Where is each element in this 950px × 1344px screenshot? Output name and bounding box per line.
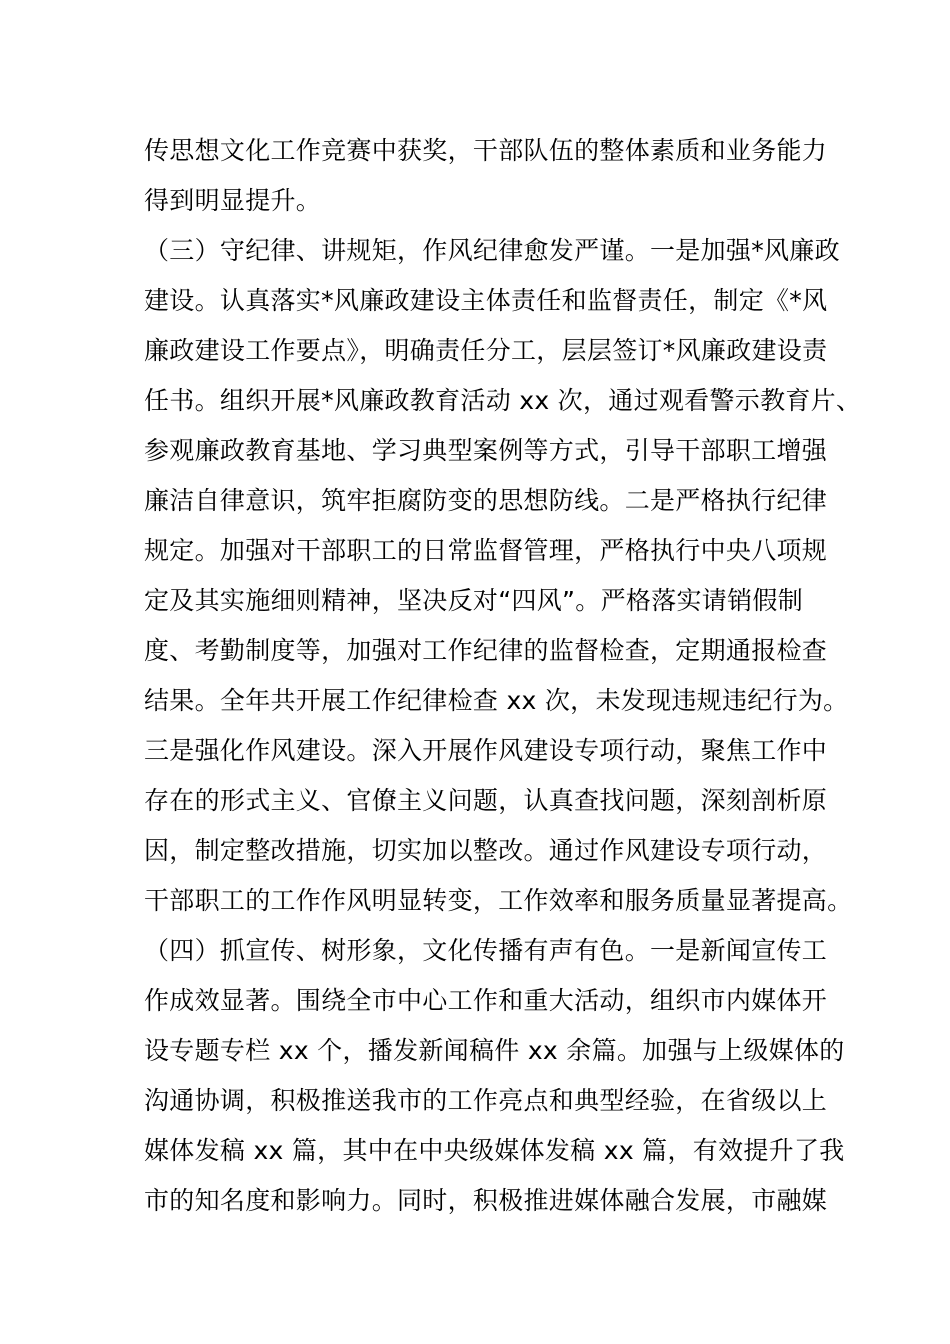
text-line: 廉政建设工作要点》，明确责任分工，层层签订*风廉政建设责 (144, 336, 828, 365)
text-line: 定及其实施细则精神，坚决反对“四风”。严格落实请销假制 (144, 586, 804, 615)
text-line: （三）守纪律、讲规矩，作风纪律愈发严谨。一是加强*风廉政 (144, 236, 840, 265)
text-line: 结果。全年共开展工作纪律检查 xx 次，未发现违规违纪行为。 (144, 686, 849, 715)
text-line: 因，制定整改措施，切实加以整改。通过作风建设专项行动， (144, 836, 828, 865)
text-line: 廉洁自律意识，筑牢拒腐防变的思想防线。二是严格执行纪律 (144, 486, 828, 515)
text-line: 三是强化作风建设。深入开展作风建设专项行动，聚焦工作中 (144, 736, 828, 765)
text-line: 媒体发稿 xx 篇，其中在中央级媒体发稿 xx 篇，有效提升了我 (144, 1136, 845, 1165)
text-line: 度、考勤制度等，加强对工作纪律的监督检查，定期通报检查 (144, 636, 828, 665)
text-line: 得到明显提升。 (144, 186, 322, 215)
text-line: 参观廉政教育基地、学习典型案例等方式，引导干部职工增强 (144, 436, 828, 465)
text-line: 存在的形式主义、官僚主义问题，认真查找问题，深刻剖析原 (144, 786, 828, 815)
text-line: 规定。加强对干部职工的日常监督管理，严格执行中央八项规 (144, 536, 828, 565)
text-line: 建设。认真落实*风廉政建设主体责任和监督责任，制定《*风 (144, 286, 828, 315)
text-line: （四）抓宣传、树形象，文化传播有声有色。一是新闻宣传工 (144, 936, 828, 965)
text-line: 设专题专栏 xx 个，播发新闻稿件 xx 余篇。加强与上级媒体的 (144, 1036, 845, 1065)
text-line: 任书。组织开展*风廉政教育活动 xx 次，通过观看警示教育片、 (144, 386, 862, 415)
text-line: 干部职工的工作作风明显转变，工作效率和服务质量显著提高。 (144, 886, 853, 915)
text-line: 传思想文化工作竞赛中获奖，干部队伍的整体素质和业务能力 (144, 136, 828, 165)
text-line: 市的知名度和影响力。同时，积极推进媒体融合发展，市融媒 (144, 1186, 828, 1215)
text-line: 沟通协调，积极推送我市的工作亮点和典型经验，在省级以上 (144, 1086, 828, 1115)
text-line: 作成效显著。围绕全市中心工作和重大活动，组织市内媒体开 (144, 986, 828, 1015)
